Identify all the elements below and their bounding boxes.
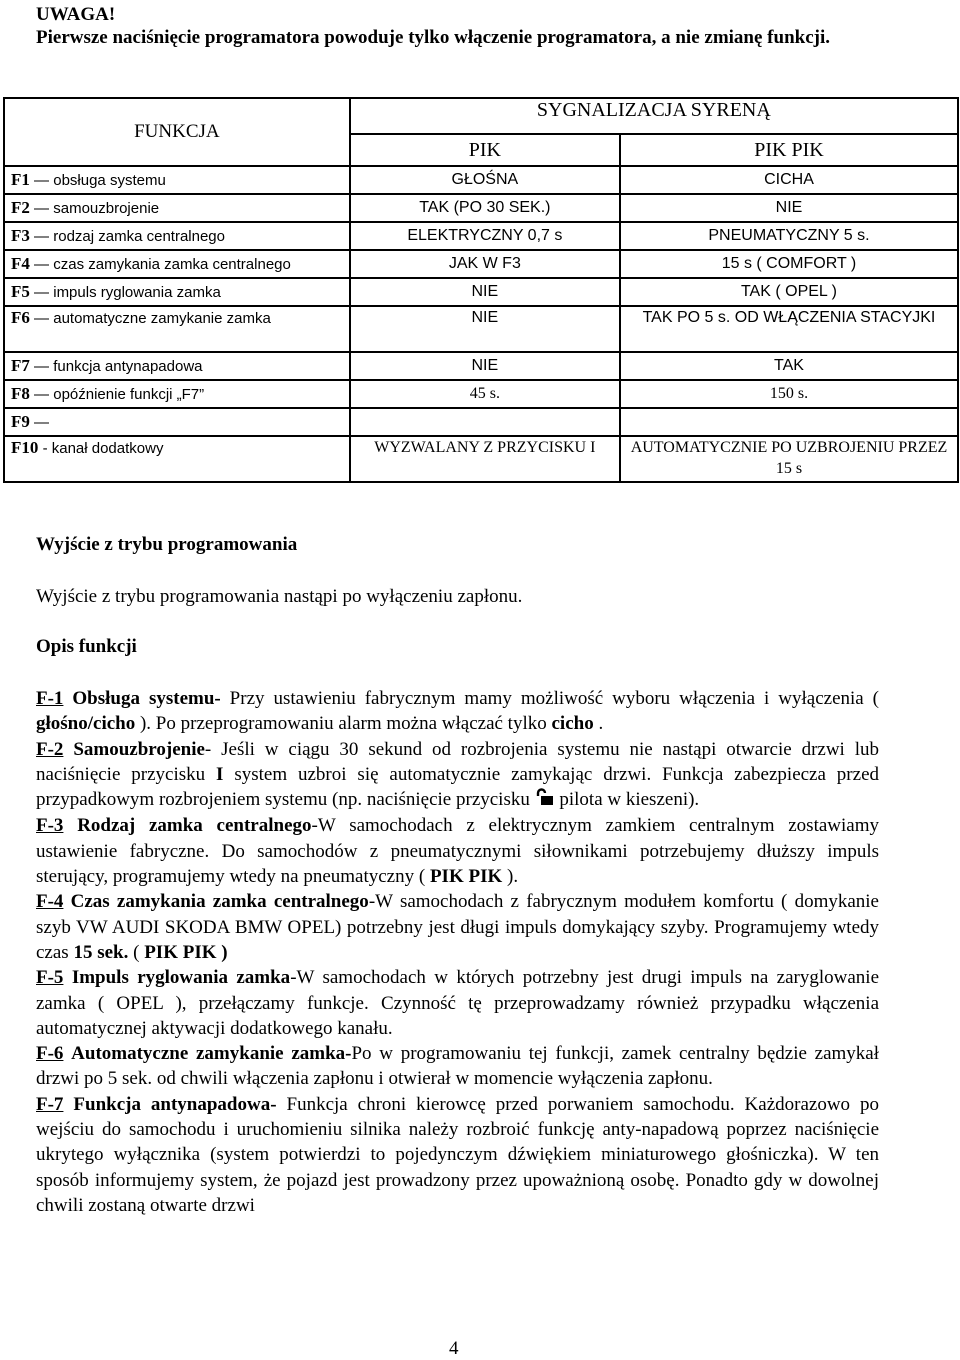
pik-cell: TAK (PO 30 SEK.) [350,194,620,222]
pikpik-cell [620,408,958,436]
pikpik-cell: TAK PO 5 s. OD WŁĄCZENIA STACYJKI [620,306,958,352]
pikpik-cell: 150 s. [620,380,958,408]
header-signal: SYGNALIZACJA SYRENĄ [350,98,958,134]
exit-section-title: Wyjście z trybu programowania [36,534,298,555]
header-pik: PIK [350,134,620,166]
function-name-cell: F9 — [4,408,350,436]
function-name-cell: F1 — obsługa systemu [4,166,350,194]
pik-cell: 45 s. [350,380,620,408]
table-row [4,250,958,278]
warning-title: UWAGA! [36,4,116,25]
table-row [4,194,958,222]
f3-description: F-3 Rodzaj zamka centralnego-W samochodach z elektrycznym zamkiem centralnym zostawiamy ustawienie fabryczne. Do samochodów z pneumatycznymi siłownikami potrzebujemy dłuższy impuls sterujący, programujemy wtedy na pneumatyczny ( PIK PIK ). [36,815,879,888]
f2-description: F-2 Samouzbrojenie- Jeśli w ciągu 30 sekund od rozbrojenia systemu nie nastąpi otwarcie drzwi lub naciśnięcie przycisku I system uzbroi się automatycznie zamykając drzwi. Funkcja zabezpiecza przed przypadkowym rozbrojeniem systemu (np. naciśnięcie przycisku pilota w kieszeni). [36,737,879,814]
function-name-cell: F6 — automatyczne zamykanie zamka [4,306,350,352]
pik-cell: NIE [350,306,620,352]
pikpik-cell: PNEUMATYCZNY 5 s. [620,222,958,250]
pikpik-cell: TAK [620,352,958,380]
pikpik-cell: NIE [620,194,958,222]
pik-cell: NIE [350,352,620,380]
header-function: FUNKCJA [4,98,350,166]
f6-description: F-6 Automatyczne zamykanie zamka-Po w programowaniu tej funkcji, zamek centralny będzie zamykał drzwi po 5 sek. od chwili włączenia zapłonu i otwierał w momencie wyłączenia zapłonu. [36,1043,880,1090]
pik-cell: GŁOŚNA [350,166,620,194]
functions-section-title: Opis funkcji [36,636,137,657]
page-number: 4 [449,1338,459,1359]
function-name-cell: F2 — samouzbrojenie [4,194,350,222]
function-table [3,97,959,483]
function-descriptions [36,686,879,1218]
pikpik-cell: CICHA [620,166,958,194]
f4-description: F-4 Czas zamykania zamka centralnego-W samochodach z fabrycznym modułem komfortu ( domykanie szyb VW AUDI SKODA BMW OPEL) potrzebny jest długi impuls domykający szyby. Programujemy wtedy czas 15 sek. ( PIK PIK ) [36,891,879,963]
table-row [4,278,958,306]
pik-cell: JAK W F3 [350,250,620,278]
padlock-unlocked-icon [535,788,555,813]
f7-description: F-7 Funkcja antynapadowa- Funkcja chroni kierowcę przed porwaniem samochodu. Każdorazowo po wejściu do samochodu i uruchomieniu silnika należy rozbroić funkcję anty-napadową poprzez naciśnięcie ukrytego wyłącznika (system potwierdzi to pojedynczym dźwiękiem miniaturowego głośniczka). W ten sposób informujemy system, że pojazd jest prowadzony przez upoważnioną osobę. Ponadto gdy w dowolnej chwili zostaną otwarte drzwi [36,1093,879,1216]
pik-cell [350,408,620,436]
function-name-cell: F10 - kanał dodatkowy [4,436,350,482]
pikpik-cell: 15 s ( COMFORT ) [620,250,958,278]
exit-section-text: Wyjście z trybu programowania nastąpi po wyłączeniu zapłonu. [36,586,523,607]
table-row [4,408,958,436]
function-name-cell: F3 — rodzaj zamka centralnego [4,222,350,250]
table-row [4,306,958,352]
pikpik-cell: TAK ( OPEL ) [620,278,958,306]
pik-cell: NIE [350,278,620,306]
pik-cell: ELEKTRYCZNY 0,7 s [350,222,620,250]
pik-cell: WYZWALANY Z PRZYCISKU I [350,436,620,482]
pikpik-cell: AUTOMATYCZNIE PO UZBROJENIU PRZEZ 15 s [620,436,958,482]
function-name-cell: F7 — funkcja antynapadowa [4,352,350,380]
warning-text: Pierwsze naciśnięcie programatora powoduje tylko włączenie programatora, a nie zmianę funkcji. [36,27,831,48]
function-name-cell: F5 — impuls ryglowania zamka [4,278,350,306]
header-pikpik: PIK PIK [620,134,958,166]
f1-description: F-1 Obsługa systemu- Przy ustawieniu fabrycznym mamy możliwość wyboru włączenia i wyłączenia ( głośno/cicho ). Po przeprogramowaniu alarm można włączać tylko cicho . [36,688,880,735]
table-row [4,166,958,194]
function-name-cell: F4 — czas zamykania zamka centralnego [4,250,350,278]
f5-description: F-5 Impuls ryglowania zamka-W samochodach w których potrzebny jest drugi impuls na zaryglowanie zamka ( OPEL ), przełączamy funkcje. Czynność tę przeprowadzamy również przypadku włączenia automatycznej aktywacji dodatkowego kanału. [36,967,880,1039]
table-row [4,352,958,380]
table-row [4,380,958,408]
function-name-cell: F8 — opóźnienie funkcji „F7” [4,380,350,408]
table-row [4,436,958,482]
table-row [4,222,958,250]
